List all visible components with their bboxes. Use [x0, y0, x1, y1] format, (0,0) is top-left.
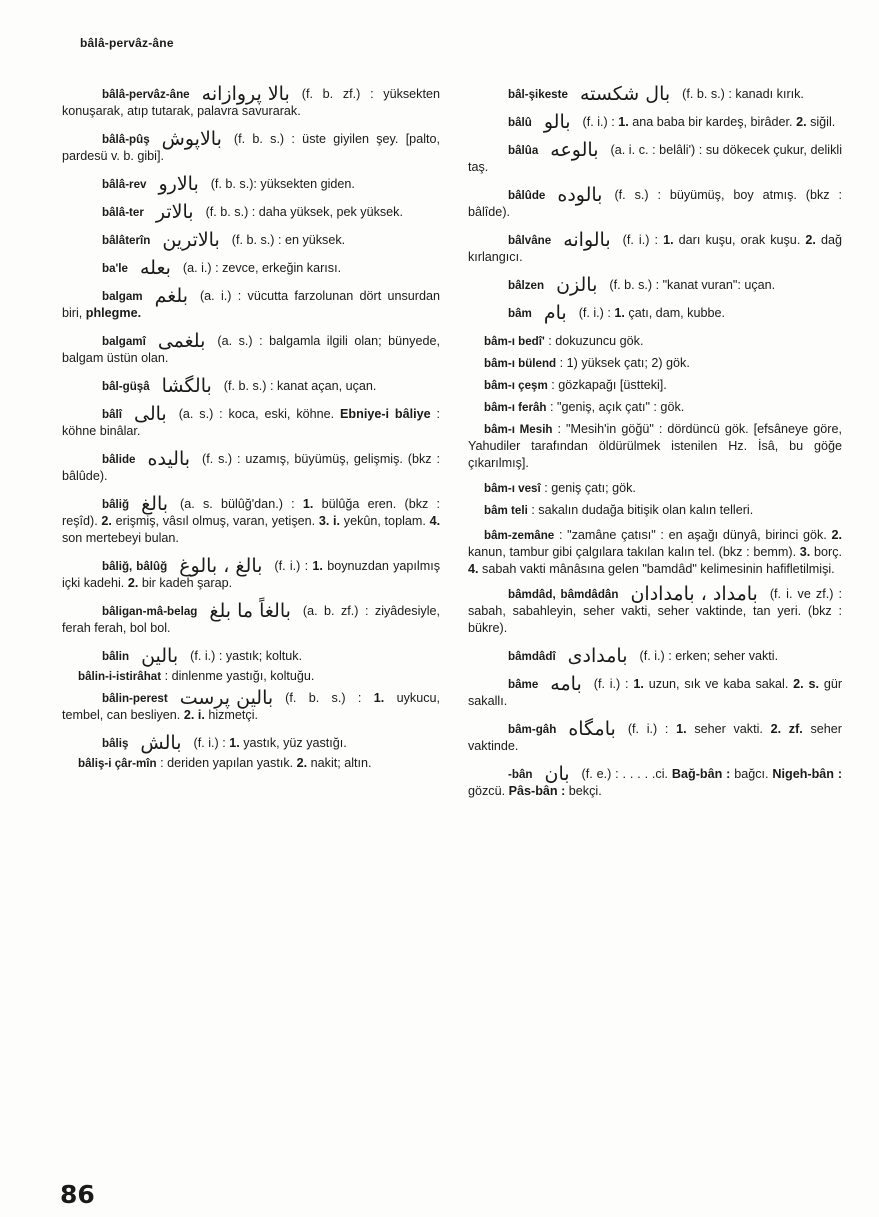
definition: (f. i.) : erken; seher vakti.	[639, 649, 779, 663]
definition: : köhne binâlar.	[62, 407, 440, 438]
sub-headword: bâlin-i-istirâhat	[78, 670, 162, 683]
arabic-script: باليده	[147, 448, 191, 470]
arabic-script: بالاپوش	[161, 128, 222, 150]
sub-entry	[468, 527, 842, 578]
dictionary-entry	[468, 673, 843, 710]
definition: (f. i.) :	[593, 677, 629, 691]
arabic-script: بالغاً ما بلغ	[209, 600, 291, 622]
definition: (a. i. c. : belâli') : su dökecek çukur, delikli taş.	[468, 143, 842, 174]
sub-entry	[468, 355, 842, 372]
definition: borç.	[814, 545, 843, 559]
headword: bâlin	[102, 650, 130, 663]
sub-entry	[468, 399, 842, 416]
dictionary-entry	[468, 645, 842, 667]
dictionary-entry	[468, 583, 842, 637]
arabic-script: بالين	[141, 645, 179, 667]
dictionary-entry	[468, 184, 842, 221]
definition: siğil.	[810, 115, 836, 129]
definition: : gözkapağı [üstteki].	[551, 378, 667, 392]
definition: bağcı.	[734, 767, 769, 781]
sub-entry	[468, 333, 842, 350]
arabic-script: بالزن	[556, 274, 598, 296]
headword: bâm	[508, 307, 532, 320]
dictionary-entry	[62, 128, 440, 165]
arabic-script: بالو	[543, 111, 571, 133]
definition: boynuzdan yapılmış içki kadehi.	[62, 559, 441, 590]
phrase-headword: Nigeh-bân :	[772, 767, 843, 781]
sub-entry	[62, 668, 440, 685]
sense-number: 1.	[633, 677, 644, 691]
headword: bâl-güşâ	[102, 380, 150, 393]
definition: (a. b. zf.) : ziyâdesiyle, ferah ferah, bol bol.	[62, 604, 440, 635]
definition: (f. b. s.): yüksekten giden.	[210, 177, 355, 191]
definition: : dokuzuncu gök.	[548, 334, 644, 348]
dictionary-entry	[468, 302, 842, 324]
definition: : "Mesih'in göğü" : dördüncü gök. [efsâneye göre, Yahudiler tarafından öldürülmek istenilen Hz. İsâ, bu göğe çıkarılmış].	[468, 422, 842, 470]
definition: : "geniş, açık çatı" : gök.	[550, 400, 685, 414]
headword: bâlûde	[508, 189, 546, 202]
dictionary-entry	[62, 555, 441, 592]
headword: bâlâterîn	[102, 234, 151, 247]
definition: (f. i.) :	[627, 722, 669, 736]
arabic-script: بالى	[133, 403, 167, 425]
definition: (f. b. s.) :	[285, 691, 362, 705]
definition: (a. s.) : koca, eski, köhne.	[178, 407, 335, 421]
sense-number: 1.	[373, 691, 385, 705]
arabic-script: بالين پرست	[179, 687, 274, 709]
definition: (f. b. s.) : "kanat vuran": uçan.	[609, 278, 776, 292]
headword: bâl-şikeste	[508, 88, 568, 101]
sense-number: 1.	[614, 306, 625, 320]
headword: bâlû	[508, 116, 532, 129]
arabic-script: بالوده	[557, 184, 603, 206]
headword: balgam	[102, 290, 143, 303]
dictionary-entry	[62, 83, 440, 120]
arabic-script: بالغ	[141, 493, 169, 515]
definition: : dinlenme yastığı, koltuğu.	[164, 669, 315, 683]
definition: (f. b. s.) : kanadı kırık.	[682, 87, 804, 101]
definition: dağ kırlangıcı.	[468, 233, 843, 264]
dictionary-entry	[62, 493, 441, 547]
definition: (f. i.) :	[622, 233, 658, 247]
dictionary-entry	[62, 257, 440, 279]
phrase-headword: Bağ-bân :	[671, 767, 731, 781]
headword: bâlî	[102, 408, 122, 421]
dictionary-entry	[468, 83, 842, 105]
definition: : deriden yapılan yastık.	[160, 756, 294, 770]
definition: : "zamâne çatısı" : en aşağı dünyâ, birinci gök.	[558, 528, 827, 542]
arabic-script: بلغم	[154, 285, 188, 307]
sense-number: 1.	[676, 722, 687, 736]
phrase-headword: Pâs-bân :	[508, 784, 566, 798]
definition: (f. i.) :	[193, 736, 226, 750]
sense-number: 2.	[805, 233, 816, 247]
dictionary-entry	[62, 600, 440, 637]
sub-headword: bâm-ı çeşm	[484, 379, 548, 392]
dictionary-entry	[468, 274, 842, 296]
dictionary-entry	[62, 330, 440, 367]
sense-number: 3.	[799, 545, 811, 559]
definition: bekçi.	[568, 784, 602, 798]
definition: yekûn, toplam.	[343, 514, 426, 528]
arabic-script: بعله	[139, 257, 171, 279]
definition: (f. b. s.) : üste giyilen şey. [palto, pardesü v. b. gibi].	[62, 132, 440, 163]
sense-number: 3. i.	[318, 514, 341, 528]
headword: bâlvâne	[508, 234, 552, 247]
arabic-script: بامدادى	[567, 645, 628, 667]
definition: (f. i.) :	[578, 306, 611, 320]
headword: ba'le	[102, 262, 128, 275]
definition: (a. s. bülûğ'dan.) :	[180, 497, 295, 511]
arabic-script: بامگاه	[568, 718, 616, 740]
headword: bâlâ-ter	[102, 206, 144, 219]
sub-headword: bâm-ı ferâh	[484, 401, 547, 414]
definition: (a. s.) : balgamla ilgili olan; bünyede, balgam üstün olan.	[62, 334, 440, 365]
dictionary-entry	[468, 763, 843, 800]
definition: kanun, tambur gibi çalgılara takılan kalın tel. (bkz : bemm).	[468, 545, 797, 559]
definition: (f. i.) : yastık; koltuk.	[190, 649, 303, 663]
headword: bâlâ-pervâz-âne	[102, 88, 190, 101]
definition: uykucu, tembel, can besliyen.	[62, 691, 440, 722]
definition: erişmiş, vâsıl olmuş, varan, yetişen.	[115, 514, 316, 528]
definition: : geniş çatı; gök.	[544, 481, 636, 495]
headword: bâligan-mâ-belag	[102, 605, 198, 618]
page-number: 86	[60, 1180, 95, 1209]
definition: (f. s.) : büyümüş, boy atmış. (bkz : bâlîde).	[468, 188, 842, 219]
definition: (f. b. s.) : en yüksek.	[231, 233, 346, 247]
dictionary-entry	[62, 285, 440, 322]
sub-headword: bâm-ı Mesih	[484, 423, 553, 436]
arabic-script: بالش	[140, 732, 182, 754]
definition: sabah vakti mânâsına gelen "bamdâd" kelimesinin hafifletilmişi.	[482, 562, 835, 576]
dictionary-entry	[62, 645, 440, 667]
headword: balgamî	[102, 335, 146, 348]
definition: seher vaktinde.	[468, 722, 843, 753]
sense-number: 4.	[468, 562, 479, 576]
definition: çatı, dam, kubbe.	[628, 306, 725, 320]
sub-headword: bâm-ı bülend	[484, 357, 557, 370]
dictionary-entry	[468, 111, 842, 133]
arabic-script: بالغ ، بالوغ	[179, 555, 263, 577]
phrase-headword: Ebniye-i bâliye	[340, 407, 431, 421]
sense-number: 1.	[302, 497, 314, 511]
sense-number: 2.	[127, 576, 139, 590]
arabic-script: بالوعه	[550, 139, 599, 161]
definition: (f. b. zf.) : yüksekten konuşarak, atıp tutarak, palavra savurarak.	[62, 87, 440, 118]
arabic-script: بال شكسته	[579, 83, 671, 105]
sense-number: 2.	[796, 115, 807, 129]
definition: hizmetçi.	[208, 708, 258, 722]
definition: (f. s.) : uzamış, büyümüş, gelişmiş. (bkz : bâlûde).	[62, 452, 440, 483]
sense-number: 4.	[429, 514, 441, 528]
headword: bâliğ, bâlûğ	[102, 560, 168, 573]
dictionary-entry	[468, 229, 843, 266]
headword: bâlâ-pûş	[102, 133, 150, 146]
headword: bâmdâdî	[508, 650, 556, 663]
dictionary-entry	[468, 139, 842, 176]
sense-number: 2. zf.	[770, 722, 803, 736]
arabic-script: بالاترين	[162, 229, 220, 251]
definition: : 1) yüksek çatı; 2) gök.	[559, 356, 690, 370]
sense-number: 1.	[312, 559, 323, 573]
running-head: bâlâ-pervâz-âne	[80, 36, 174, 50]
definition: (f. b. s.) : kanat açan, uçan.	[223, 379, 377, 393]
sub-entry	[468, 421, 842, 472]
definition: (f. i.) :	[582, 115, 615, 129]
definition: (f. i.) :	[274, 559, 309, 573]
left-column	[62, 83, 441, 777]
dictionary-entry	[62, 732, 440, 754]
definition: (f. b. s.) : daha yüksek, pek yüksek.	[205, 205, 403, 219]
arabic-script: بالاتر	[155, 201, 194, 223]
dictionary-entry	[62, 173, 440, 195]
sub-entry	[468, 502, 842, 519]
definition: uzun, sık ve kaba sakal.	[648, 677, 789, 691]
dictionary-entry	[62, 403, 440, 440]
definition: gözcü.	[468, 784, 506, 798]
definition: ana baba bir kardeş, birâder.	[632, 115, 793, 129]
definition: (f. e.) : . . . . .ci.	[581, 767, 669, 781]
sub-headword: bâm-zemâne	[484, 529, 555, 542]
arabic-script: بامداد ، بامدادان	[630, 583, 758, 605]
sense-number: 1.	[663, 233, 674, 247]
arabic-script: بلغمى	[157, 330, 206, 352]
sub-entry	[468, 480, 842, 497]
headword: bâlzen	[508, 279, 545, 292]
definition-term: phlegme.	[85, 306, 142, 320]
arabic-script: بالا پروازانه	[201, 83, 290, 105]
headword: bâm-gâh	[508, 723, 557, 736]
headword: bâme	[508, 678, 539, 691]
headword: -bân	[508, 768, 533, 781]
right-column	[468, 83, 843, 811]
definition: (a. i.) : zevce, erkeğin karısı.	[182, 261, 342, 275]
dictionary-entry	[62, 448, 440, 485]
definition: seher vakti.	[694, 722, 763, 736]
headword: bâlide	[102, 453, 136, 466]
sense-number: 2. s.	[793, 677, 819, 691]
definition: gür sakallı.	[468, 677, 843, 708]
sense-number: 2.	[296, 756, 308, 770]
arabic-script: بالگشا	[161, 375, 212, 397]
definition: bülûğa eren. (bkz : reşîd).	[62, 497, 441, 528]
definition: bir kadeh şarap.	[141, 576, 233, 590]
definition: yastık, yüz yastığı.	[243, 736, 347, 750]
dictionary-entry	[62, 201, 440, 223]
arabic-script: بامه	[550, 673, 582, 695]
sense-number: 1.	[229, 736, 240, 750]
sense-number: 1.	[618, 115, 629, 129]
definition: nakit; altın.	[310, 756, 372, 770]
dictionary-entry	[62, 229, 440, 251]
headword: bâlûa	[508, 144, 539, 157]
sense-number: 2. i.	[183, 708, 205, 722]
arabic-script: بالارو	[158, 173, 199, 195]
sub-headword: bâm teli	[484, 504, 528, 517]
definition: (f. i. ve zf.) : sabah, sabahleyin, seher vakti, seher vaktinde, tan yeri. (bkz : bükre).	[468, 587, 842, 635]
headword: bâliş	[102, 737, 129, 750]
sub-headword: bâm-ı vesî	[484, 482, 541, 495]
definition: (a. i.) : vücutta farzolunan dört unsurdan biri,	[62, 289, 440, 320]
sub-headword: bâliş-i çâr-mîn	[78, 757, 157, 770]
dictionary-entry	[62, 687, 440, 724]
sub-entry	[62, 755, 440, 772]
arabic-script: بان	[544, 763, 570, 785]
sense-number: 2.	[831, 528, 843, 542]
arabic-script: بالوانه	[563, 229, 611, 251]
sub-headword: bâm-ı bedî'	[484, 335, 545, 348]
definition: : sakalın dudağa bitişik olan kalın telleri.	[531, 503, 754, 517]
headword: bâliğ	[102, 498, 130, 511]
definition: darı kuşu, orak kuşu.	[678, 233, 801, 247]
sense-number: 2.	[101, 514, 112, 528]
headword: bâlâ-rev	[102, 178, 147, 191]
headword: bâmdâd, bâmdâdân	[508, 588, 619, 601]
headword: bâlin-perest	[102, 692, 168, 705]
dictionary-entry	[468, 718, 843, 755]
dictionary-entry	[62, 375, 440, 397]
arabic-script: بام	[543, 302, 567, 324]
definition: son mertebeyi bulan.	[62, 531, 179, 545]
sub-entry	[468, 377, 842, 394]
